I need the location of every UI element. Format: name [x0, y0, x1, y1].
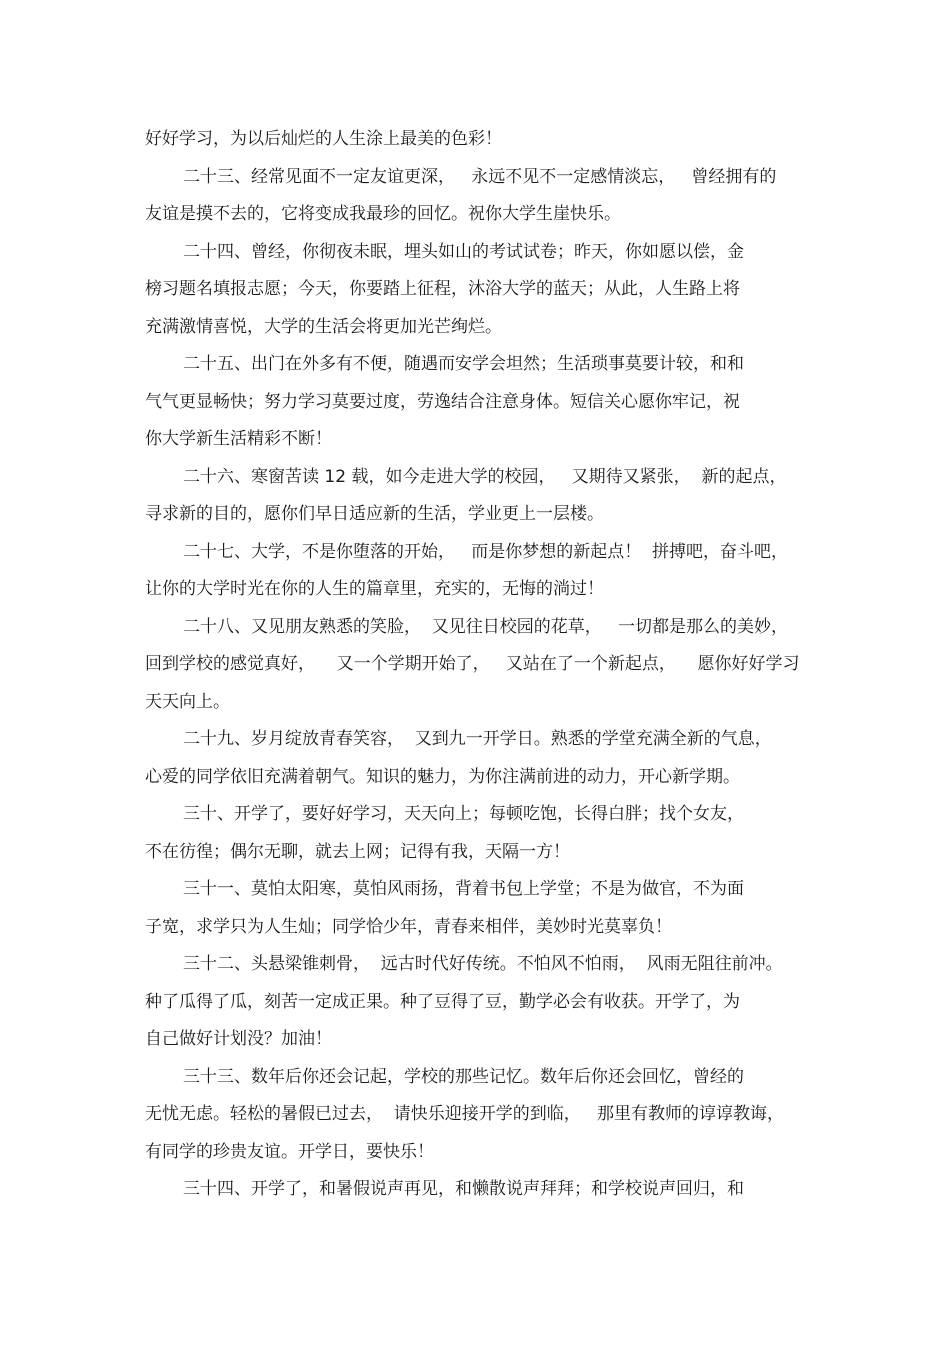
text-line: 二十五、出门在外多有不便，随遇而安学会坦然；生活琐事莫要计较，和和 [183, 354, 744, 374]
text-line: 二十六、寒窗苦读 12 载，如今走进大学的校园， 又期待又紧张， 新的起点， [183, 466, 787, 487]
text-line: 二十八、又见朋友熟悉的笑脸， 又见往日校园的花草， 一切都是那么的美妙， [183, 616, 789, 637]
text-line: 自己做好计划没？加油！ [145, 1029, 332, 1049]
text-line: 二十四、曾经，你彻夜未眠，埋头如山的考试试卷；昨天，你如愿以偿，金 [183, 241, 744, 262]
text-line: 好好学习，为以后灿烂的人生涂上最美的色彩！ [145, 129, 502, 149]
text-line: 二十三、经常见面不一定友谊更深， 永远不见不一定感情淡忘， 曾经拥有的 [183, 166, 777, 187]
text-line: 有同学的珍贵友谊。开学日，要快乐！ [145, 1141, 434, 1162]
text-line: 心爱的同学依旧充满着朝气。知识的魅力，为你注满前进的动力，开心新学期。 [145, 766, 740, 787]
text-line: 二十七、大学，不是你堕落的开始， 而是你梦想的新起点！ 拼搏吧，奋斗吧， [183, 541, 789, 562]
text-line: 榜习题名填报志愿；今天，你要踏上征程，沐浴大学的蓝天；从此，人生路上将 [145, 279, 740, 299]
text-line: 无忧无虑。轻松的暑假已过去， 请快乐迎接开学的到临， 那里有教师的谆谆教诲， [145, 1104, 785, 1124]
text-line: 二十九、岁月绽放青春笑容， 又到九一开学日。熟悉的学堂充满全新的气息， [183, 729, 772, 749]
text-line: 你大学新生活精彩不断！ [145, 429, 332, 449]
text-line: 天天向上。 [145, 691, 230, 712]
text-line: 三十四、开学了，和暑假说声再见，和懒散说声拜拜；和学校说声回归，和 [183, 1179, 744, 1199]
text-line: 三十一、莫怕太阳寒，莫怕风雨扬，背着书包上学堂；不是为做官，不为面 [183, 879, 744, 899]
text-line: 寻求新的目的，愿你们早日适应新的生活，学业更上一层楼。 [145, 504, 604, 524]
text-line: 回到学校的感觉真好， 又一个学期开始了， 又站在了一个新起点， 愿你好好学习 [145, 654, 800, 674]
text-line: 充满激情喜悦，大学的生活会将更加光芒绚烂。 [145, 316, 502, 337]
document-body [145, 121, 825, 1209]
text-line: 友谊是摸不去的，它将变成我最珍的回忆。祝你大学生崖快乐。 [145, 204, 621, 224]
text-line: 子宽，求学只为人生灿；同学恰少年，青春来相伴，美妙时光莫辜负！ [145, 916, 672, 937]
text-line: 让你的大学时光在你的人生的篇章里，充实的，无悔的淌过！ [145, 579, 604, 599]
text-line: 三十三、数年后你还会记起，学校的那些记忆。数年后你还会回忆，曾经的 [183, 1066, 744, 1087]
text-line: 气气更显畅快；努力学习莫要过度，劳逸结合注意身体。短信关心愿你牢记，祝 [145, 391, 740, 412]
text-line: 三十、开学了，要好好学习，天天向上；每顿吃饱，长得白胖；找个女友， [183, 804, 744, 824]
text-line: 不在彷徨；偶尔无聊，就去上网；记得有我，天隔一方！ [145, 841, 570, 862]
text-line: 三十二、头悬梁锥刺骨， 远古时代好传统。不怕风不怕雨， 风雨无阻往前冲。 [183, 954, 783, 974]
text-line: 种了瓜得了瓜，刻苦一定成正果。种了豆得了豆，勤学必会有收获。开学了，为 [145, 991, 740, 1012]
